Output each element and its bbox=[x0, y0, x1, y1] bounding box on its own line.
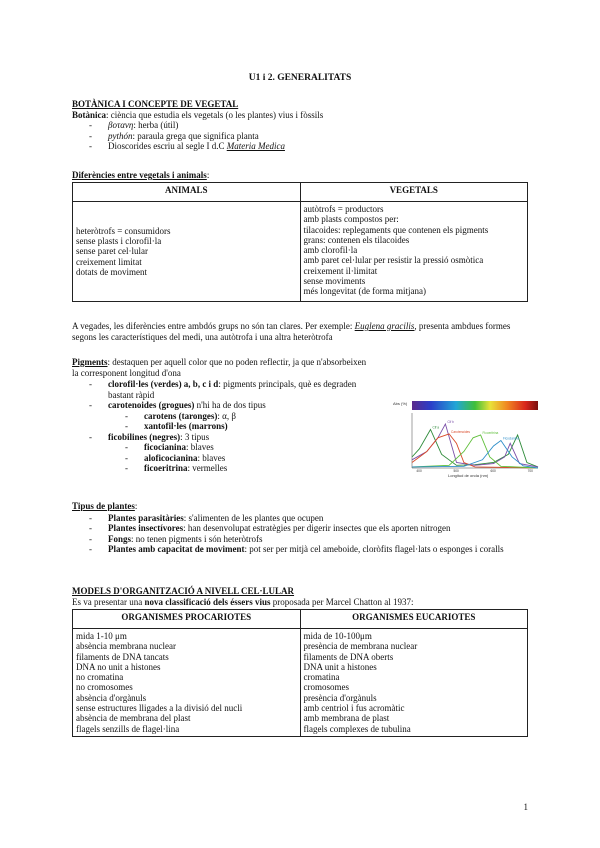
procariotes-cell: mida 1-10 μm absència membrana nuclear filaments de DNA tancats DNA no unit a histones no cromatina no cromosomes absència d'orgànuls sense estructures lligades a la divisió del nucli absència de membrana del plast flagels senzills de flagel·lina bbox=[73, 629, 301, 737]
series-label-2: Carotenoides bbox=[451, 429, 471, 434]
animals-vegetals-table bbox=[72, 182, 528, 302]
list-item: - ficoeritrina: vermelles bbox=[125, 463, 228, 473]
eucariotes-cell: mida de 10-100μm presència de membrana nuclear filaments de DNA oberts DNA unit a histones cromatina cromosomes presència d'orgànuls amb centriol i fus acromàtic amb membrana de plast flagels complexes de tubulina bbox=[300, 629, 528, 737]
list-item: - Plantes insectívores: han desenvolupat estratègies per digerir insectes que els aporten nitrogen bbox=[89, 523, 451, 533]
table-header-vegetals: VEGETALS bbox=[300, 183, 528, 202]
pigments-section: Pigments: destaquen per aquell color que no poden reflectir, ja que n'absorbeixen la corresponent longitud d'ona - clorofil·les (verdes) a, b, c i d: pigments principals, què es degraden bastant ràpid - carotenoides (grogues) n'hi ha de dos tipus - carotens (taronges): α, β - xantofil·les (marrons) - ficobilines (negres): 3 tipus - ficocianina: blaves - aloficocianina: blaves - ficoeritrina: vermelles bbox=[72, 357, 402, 474]
series-line-0 bbox=[412, 430, 538, 467]
list-item: - Plantes amb capacitat de moviment: pot ser per mitjà cel ameboide, cloròfits flagel·lats o esponges i coralls bbox=[89, 544, 504, 554]
list-item: - Dioscorides escriu al segle I d.C Materia Medica bbox=[89, 141, 285, 151]
absorption-spectrum-chart bbox=[392, 398, 544, 478]
x-tick-label-3: 700 bbox=[527, 469, 533, 473]
list-item: - ficocianina: blaves bbox=[125, 442, 214, 452]
table-header-eucariotes: ORGANISMES EUCARIOTES bbox=[300, 610, 528, 629]
tipus-plantes-section: Tipus de plantes: - Plantes parasitàries: s'alimenten de les plantes que ocupen - Plantes insectívores: han desenvolupat estratègies per digerir insectes que els aporten nitrogen - Fongs: no tenen pigments i són heteròtrofs - Plantes amb capacitat de moviment: pot ser per mitjà cel ameboide, cloròfits flagel·lats o esponges i coralls bbox=[72, 501, 542, 555]
list-item: - clorofil·les (verdes) a, b, c i d: pigments principals, què es degraden bastant ràpid bbox=[89, 379, 357, 400]
x-tick-label-2: 600 bbox=[490, 469, 496, 473]
visible-spectrum-bar bbox=[412, 401, 538, 410]
list-item: - pythón: paraula grega que significa planta bbox=[89, 130, 259, 141]
x-tick-label-0: 400 bbox=[416, 469, 422, 473]
table-header-animals: ANIMALS bbox=[73, 183, 301, 202]
x-tick-label-1: 500 bbox=[453, 469, 459, 473]
series-label-3: Ficoeritrina bbox=[482, 431, 499, 435]
list-item: - xantofil·les (marrons) bbox=[125, 421, 228, 431]
list-item: - carotenoides (grogues) n'hi ha de dos tipus - carotens (taronges): α, β - xantofil·les (marrons) bbox=[108, 400, 402, 432]
botanica-heading: BOTÀNICA I CONCEPTE DE VEGETAL bbox=[72, 99, 239, 109]
page-title: U1 i 2. GENERALITATS bbox=[248, 73, 352, 83]
procariotes-eucariotes-table bbox=[72, 609, 528, 737]
list-item: - aloficocianina: blaves bbox=[125, 452, 226, 463]
series-label-1: Clf b bbox=[447, 420, 454, 424]
diferencies-heading: Diferències entre vegetals i animals: bbox=[72, 170, 210, 180]
series-label-0: Clf a bbox=[432, 425, 440, 430]
list-item: - ficobilines (negres): 3 tipus - ficocianina: blaves - aloficocianina: blaves - ficoeritrina: vermelles bbox=[108, 432, 402, 474]
models-section: MODELS D'ORGANITZACIÓ A NIVELL CEL·LULAR Es va presentar una nova classificació dels éssers vius proposada per Marcel Chatton al 1937: bbox=[72, 586, 542, 607]
series-label-4: Ficocianina bbox=[502, 436, 520, 441]
series-line-4 bbox=[412, 441, 538, 469]
table-header-procariotes: ORGANISMES PROCARIOTES bbox=[73, 610, 301, 629]
x-axis-label: Longitud de onda (nm) bbox=[448, 473, 489, 478]
animals-cell: heteròtrofs = consumidors sense plasts i clorofil·la sense paret cel·lular creixement limitat dotats de moviment bbox=[73, 202, 301, 302]
list-item: - βοτανη: herba (útil) bbox=[89, 120, 179, 130]
page-number: 1 bbox=[523, 801, 528, 812]
y-axis-label: Abs (%) bbox=[393, 401, 408, 406]
list-item: - Fongs: no tenen pigments i són heteròtrofs bbox=[89, 533, 263, 544]
plot-area bbox=[412, 413, 538, 473]
list-item: - Plantes parasitàries: s'alimenten de les plantes que ocupen bbox=[89, 512, 324, 523]
botanica-section bbox=[72, 99, 323, 152]
vegetals-cell: autòtrofs = productors amb plasts compostos per: tilacoides: replegaments que contenen els pigments grans: contenen els tilacoides amb clorofil·la amb paret cel·lular per resistir la pressió osmòtica creixement il·limitat sense moviments més longevitat (de forma mitjana) bbox=[300, 202, 528, 302]
models-heading: MODELS D'ORGANITZACIÓ A NIVELL CEL·LULAR bbox=[72, 586, 295, 596]
botanica-definition: Botànica: ciència que estudia els vegetals (o les plantes) vius i fòssils bbox=[72, 109, 324, 120]
list-item: - carotens (taronges): α, β bbox=[125, 410, 236, 421]
euglena-paragraph: A vegades, les diferències entre ambdós grups no són tan clares. Per exemple: Euglena gracilis, presenta ambdues formes segons les característiques del medi, una autòtrofa i una altra heteròtrofa bbox=[72, 321, 511, 342]
botanica-list bbox=[89, 120, 323, 152]
